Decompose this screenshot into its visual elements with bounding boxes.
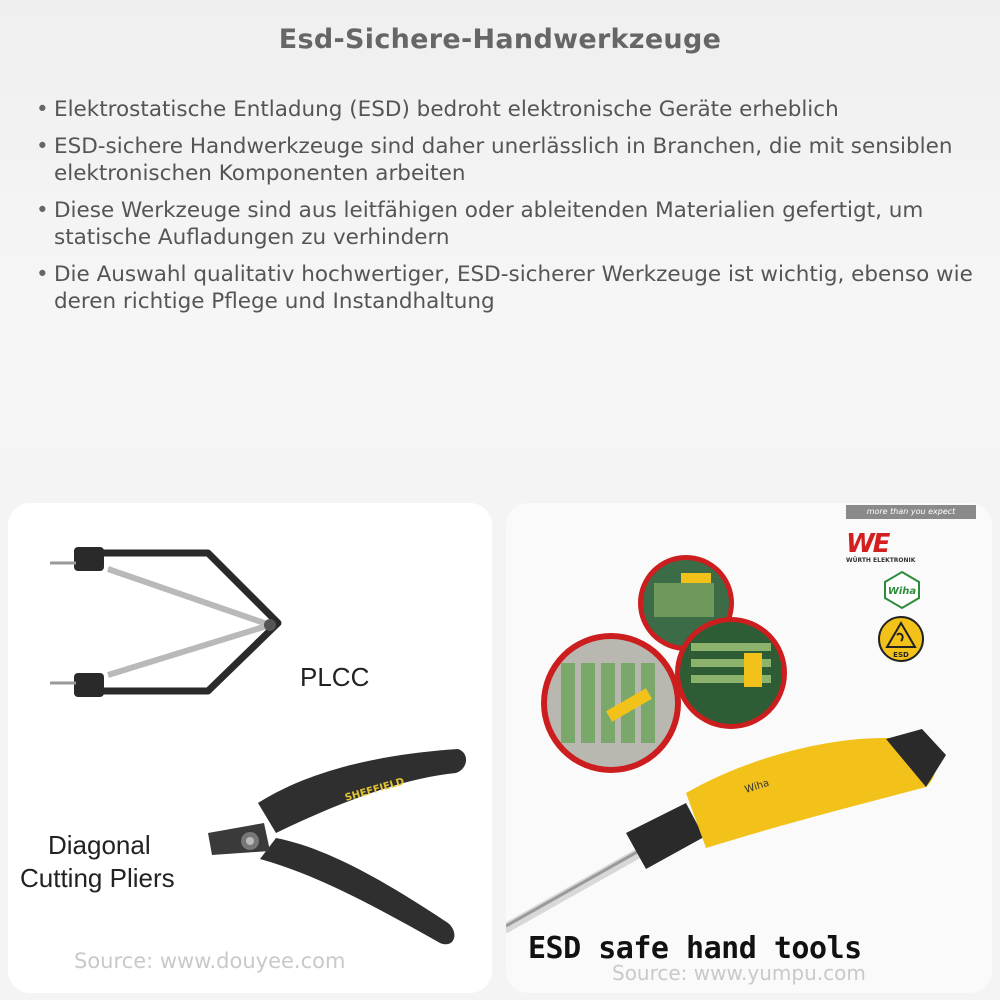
right-image-panel: [506, 503, 992, 993]
page-title: Esd-Sichere-Handwerkzeuge: [278, 24, 722, 55]
wiha-logo-icon: [882, 570, 922, 610]
source-left: Source: www.douyee.com: [74, 949, 346, 973]
plcc-and-pliers-illustration: [8, 503, 492, 993]
wurth-subtext: WÜRTH ELEKTRONIK: [846, 557, 916, 564]
svg-text:ESD: ESD: [893, 651, 909, 659]
bullet-item: • ESD-sichere Handwerkzeuge sind daher unerlässlich in Branchen, die mit sensiblen elektronischen Komponenten arbeiten: [34, 133, 974, 187]
bullet-list: [34, 96, 974, 325]
svg-text:SHEFFIELD: SHEFFIELD: [343, 776, 406, 804]
plcc-label: PLCC: [300, 662, 370, 692]
bullet-item: • Die Auswahl qualitativ hochwertiger, ESD-sicherer Werkzeuge ist wichtig, ebenso wie deren richtige Pflege und Instandhaltung: [34, 261, 974, 315]
source-right: Source: www.yumpu.com: [612, 961, 866, 985]
svg-text:Wiha: Wiha: [887, 586, 917, 597]
svg-text:Wiha: Wiha: [743, 777, 771, 796]
slogan-strip: more than you expect: [846, 505, 976, 519]
esd-warning-logo-icon: [877, 615, 925, 663]
plcc-extractor-icon: [50, 547, 278, 697]
bullet-item: • Elektrostatische Entladung (ESD) bedroht elektronische Geräte erheblich: [34, 96, 974, 123]
esd-banner-text: ESD safe hand tools: [528, 931, 862, 966]
diagonal-label-line2: Cutting Pliers: [20, 863, 175, 893]
photo-collage-icon: [541, 555, 787, 773]
diagonal-pliers-icon: [208, 749, 466, 944]
left-image-panel: [8, 503, 492, 993]
bullet-item: • Diese Werkzeuge sind aus leitfähigen oder ableitenden Materialien gefertigt, um statische Aufladungen zu verhindern: [34, 197, 974, 251]
wurth-logo: WE: [846, 529, 889, 559]
diagonal-label-line1: Diagonal: [48, 830, 151, 860]
